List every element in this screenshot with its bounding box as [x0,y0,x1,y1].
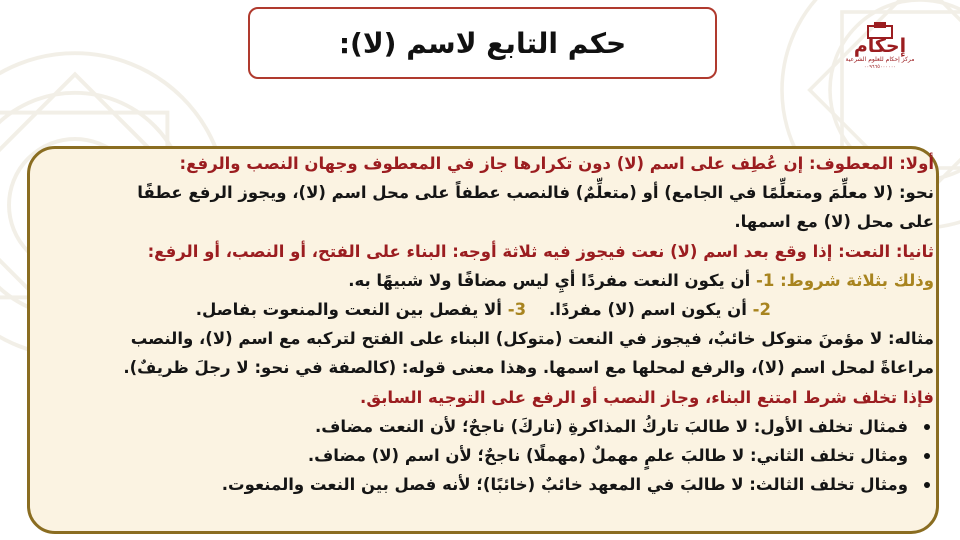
condition-number: 2- [752,300,771,320]
example-naat-line-continued: مراعاةً لمحل اسم (لا)، والرفع لمحلها مع اسمها. وهذا معنى قوله: (كالصفة في نحو: لا رجلَ ظريفٌ). [123,358,934,378]
bullet-icon [924,482,930,488]
list-item-text: فمثال تخلف الأول: لا طالبَ تاركُ المذاكرةِ (تاركَ) ناجحٌ؛ لأن النعت مضاف. [315,416,908,436]
condition-number: 1- [755,270,775,290]
section-heading-naat: ثانيا: النعت: إذا وقع بعد اسم (لا) نعت فيجوز فيه ثلاثة أوجه: البناء على الفتح، أو النصب، أو الرفع: [147,241,934,261]
page-title: حكم التابع لاسم (لا): [338,26,627,60]
condition-text: ألا يفصل بين النعت والمنعوت بفاصل. [195,300,502,320]
section-heading-maatoof: أولا: المعطوف: إن عُطِف على اسم (لا) دون تكرارها جاز في المعطوف وجهان النصب والرفع: [179,154,934,173]
condition-text: أن يكون النعت مفردًا أيِ ليس مضافًا ولا شبيهًا به. [348,270,751,290]
bullet-icon [924,424,930,430]
title-box [248,7,717,79]
conditions-line-2 [30,295,934,324]
condition-text: أن يكون اسم (لا) مفردًا. [549,300,747,320]
list-item-text: ومثال تخلف الثالث: لا طالبَ في المعهد خائبٌ (خائبًا)؛ لأنه فصل بين النعت والمنعوت. [221,475,908,495]
logo [845,22,915,94]
list-item [30,441,934,470]
logo-number: ٠٠٩٦٦٥٠٠٠٠٠٠ [863,64,897,70]
example-line-continued: على محل (لا) مع اسمها. [734,212,934,232]
list-item [30,412,934,441]
conditions-label: وذلك بثلاثة شروط: [780,270,934,290]
content-text [30,149,934,499]
bullet-icon [924,453,930,459]
logo-name: إحكام [853,35,907,57]
conditions-line [30,266,934,295]
failure-heading: فإذا تخلف شرط امتنع البناء، وجاز النصب أو الرفع على التوجيه السابق. [360,387,934,407]
list-item-text: ومثال تخلف الثاني: لا طالبَ علمٍ مهملٌ (مهملًا) ناجحٌ؛ لأن اسم (لا) مضاف. [307,446,908,466]
condition-number: 3- [507,300,527,320]
example-line: نحو: (لا معلِّمَ ومتعلِّمًا في الجامع) أو (متعلِّمٌ) فالنصب عطفاً على محل اسم (لا)، ويجوز الرفع عطفًا [137,183,934,203]
example-naat-line: مثاله: لا مؤمنَ متوكل خائبٌ، فيجوز في النعت (متوكل) البناء على الفتح لتركبه مع اسم (لا)، والنصب [130,329,934,349]
list-item [30,470,934,499]
logo-subtitle: مركز إحكام للعلوم الشرعية [845,56,915,63]
